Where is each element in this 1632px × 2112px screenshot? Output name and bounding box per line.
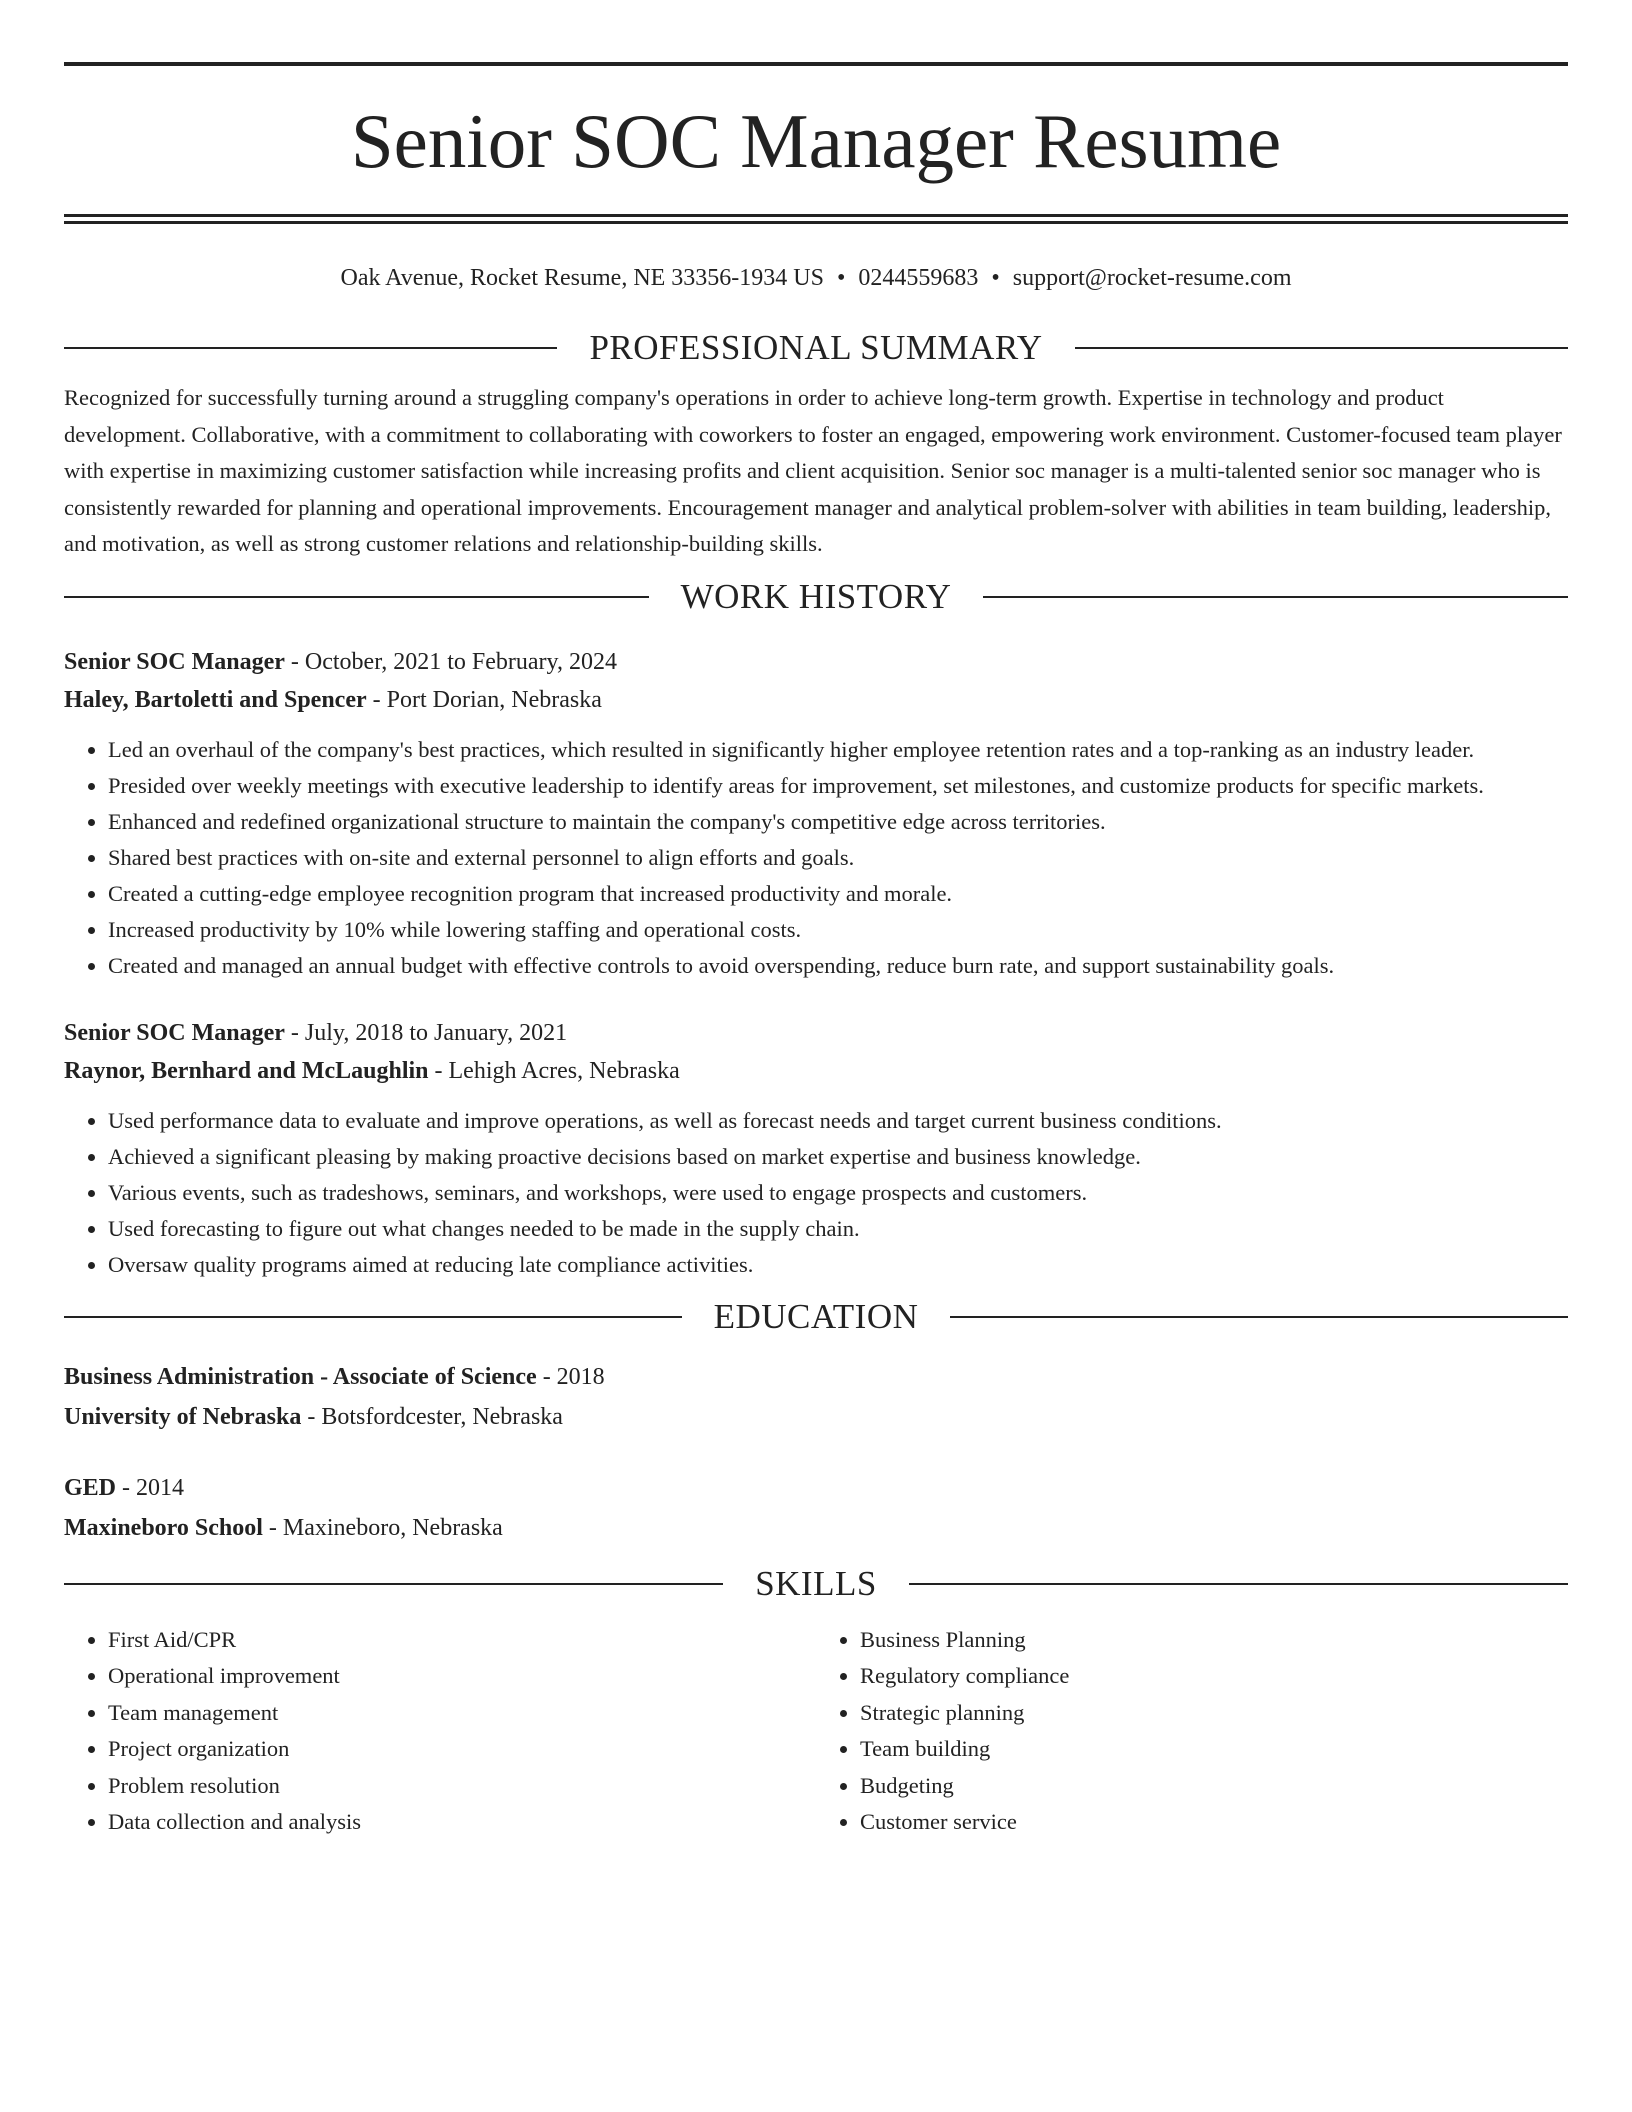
contact-line <box>64 260 1568 296</box>
education-school: Maxineboro School <box>64 1514 263 1541</box>
section-rule <box>983 596 1568 598</box>
skills-columns <box>64 1622 1568 1841</box>
section-rule <box>64 1316 682 1318</box>
section-rule <box>64 1583 723 1585</box>
skill-item: • Project organization <box>108 1731 816 1768</box>
job-bullet: • Enhanced and redefined organizational structure to maintain the company's competitive edge across territories. <box>108 804 1568 840</box>
job-bullet: • Shared best practices with on-site and external personnel to align efforts and goals. <box>108 840 1568 876</box>
job-title-line <box>64 1014 1568 1053</box>
job-bullets <box>64 732 1568 984</box>
skill-item: • Customer service <box>860 1804 1568 1841</box>
skill-item: • Team management <box>108 1695 816 1732</box>
job-bullet: • Created and managed an annual budget with effective controls to avoid overspending, reduce burn rate, and support sustainability goals. <box>108 948 1568 984</box>
skills-list-right <box>816 1622 1568 1841</box>
job-bullet: • Achieved a significant pleasing by making proactive decisions based on market expertise and business knowledge. <box>108 1139 1568 1175</box>
education-degree: Business Administration - Associate of Science <box>64 1363 537 1390</box>
education-entry <box>64 1468 1568 1548</box>
education-location: - Maxineboro, Nebraska <box>262 1514 503 1541</box>
job-title: Senior SOC Manager <box>64 648 285 675</box>
section-rule <box>64 347 557 349</box>
education-section-header <box>64 1293 1568 1341</box>
education-degree-line <box>64 1357 1568 1397</box>
job-dates: - July, 2018 to January, 2021 <box>284 1019 568 1046</box>
skill-item: • Operational improvement <box>108 1658 816 1695</box>
job-bullet: • Increased productivity by 10% while lowering staffing and operational costs. <box>108 912 1568 948</box>
summary-heading: PROFESSIONAL SUMMARY <box>589 328 1043 367</box>
contact-separator: • <box>991 265 1000 291</box>
top-rule <box>64 62 1568 66</box>
education-entry <box>64 1357 1568 1437</box>
title-double-rule <box>64 214 1568 224</box>
skill-item: • First Aid/CPR <box>108 1622 816 1659</box>
skills-section-header <box>64 1560 1568 1608</box>
job-title-line <box>64 643 1568 682</box>
job-bullet: • Led an overhaul of the company's best practices, which resulted in significantly higher employee retention rates and a top-ranking as an industry leader. <box>108 732 1568 768</box>
job-title: Senior SOC Manager <box>64 1019 285 1046</box>
education-school: University of Nebraska <box>64 1403 302 1430</box>
education-year: - 2014 <box>116 1474 185 1501</box>
skill-item: • Budgeting <box>860 1768 1568 1805</box>
contact-email: support@rocket-resume.com <box>1012 265 1292 291</box>
skills-list-left <box>64 1622 816 1841</box>
section-rule <box>950 1316 1568 1318</box>
contact-separator: • <box>836 265 846 291</box>
skills-heading: SKILLS <box>755 1563 877 1603</box>
section-rule <box>1075 347 1568 349</box>
contact-phone: 0244559683 <box>858 265 979 291</box>
job-dates: - October, 2021 to February, 2024 <box>284 648 617 675</box>
job-bullet: • Created a cutting-edge employee recognition program that increased productivity and morale. <box>108 876 1568 912</box>
job-bullet: • Used forecasting to figure out what changes needed to be made in the supply chain. <box>108 1211 1568 1247</box>
resume-title: Senior SOC Manager Resume <box>350 98 1282 184</box>
section-rule <box>909 1583 1568 1585</box>
job-bullet: • Used performance data to evaluate and improve operations, as well as forecast needs and target current business conditions. <box>108 1103 1568 1139</box>
job-bullet: • Oversaw quality programs aimed at reducing late compliance activities. <box>108 1247 1568 1283</box>
job-bullets <box>64 1103 1568 1283</box>
education-heading: EDUCATION <box>713 1296 919 1336</box>
education-location: - Botsfordcester, Nebraska <box>301 1403 563 1430</box>
education-year: - 2018 <box>536 1363 605 1390</box>
job-company-line <box>64 681 1568 720</box>
education-school-line <box>64 1397 1568 1437</box>
skill-item: • Business Planning <box>860 1622 1568 1659</box>
summary-section-header <box>64 324 1568 372</box>
job-company: Raynor, Bernhard and McLaughlin <box>64 1058 429 1084</box>
work-heading: WORK HISTORY <box>680 576 952 616</box>
work-section-header <box>64 573 1568 621</box>
skill-item: • Problem resolution <box>108 1768 816 1805</box>
skill-item: • Strategic planning <box>860 1695 1568 1732</box>
job-entry <box>64 643 1568 984</box>
education-degree: GED <box>64 1474 117 1501</box>
section-rule <box>64 596 649 598</box>
job-entry <box>64 1014 1568 1283</box>
education-school-line <box>64 1508 1568 1548</box>
job-company-line <box>64 1052 1568 1091</box>
job-bullet: • Presided over weekly meetings with executive leadership to identify areas for improvement, set milestones, and customize products for specific markets. <box>108 768 1568 804</box>
skill-item: • Regulatory compliance <box>860 1658 1568 1695</box>
job-location: - Lehigh Acres, Nebraska <box>428 1058 680 1084</box>
skill-item: • Data collection and analysis <box>108 1804 816 1841</box>
summary-text: Recognized for successfully turning around a struggling company's operations in order to achieve long-term growth. Expertise in technology and product development. Collaborative, with a commitment to collaborating with coworkers to foster an engaged, empowering work environment. Customer-focused team player with expertise in maximizing customer satisfaction while increasing profits and client acquisition. Senior soc manager is a multi-talented senior soc manager who is consistently rewarded for planning and operational improvements. Encouragement manager and analytical problem-solver with abilities in team building, leadership, and motivation, as well as strong customer relations and relationship-building skills. <box>64 385 1562 556</box>
contact-address: Oak Avenue, Rocket Resume, NE 33356-1934 US <box>340 265 824 291</box>
job-bullet: • Various events, such as tradeshows, seminars, and workshops, were used to engage prospects and customers. <box>108 1175 1568 1211</box>
skill-item: • Team building <box>860 1731 1568 1768</box>
job-location: - Port Dorian, Nebraska <box>366 687 602 713</box>
job-company: Haley, Bartoletti and Spencer <box>64 687 367 713</box>
education-degree-line <box>64 1468 1568 1508</box>
